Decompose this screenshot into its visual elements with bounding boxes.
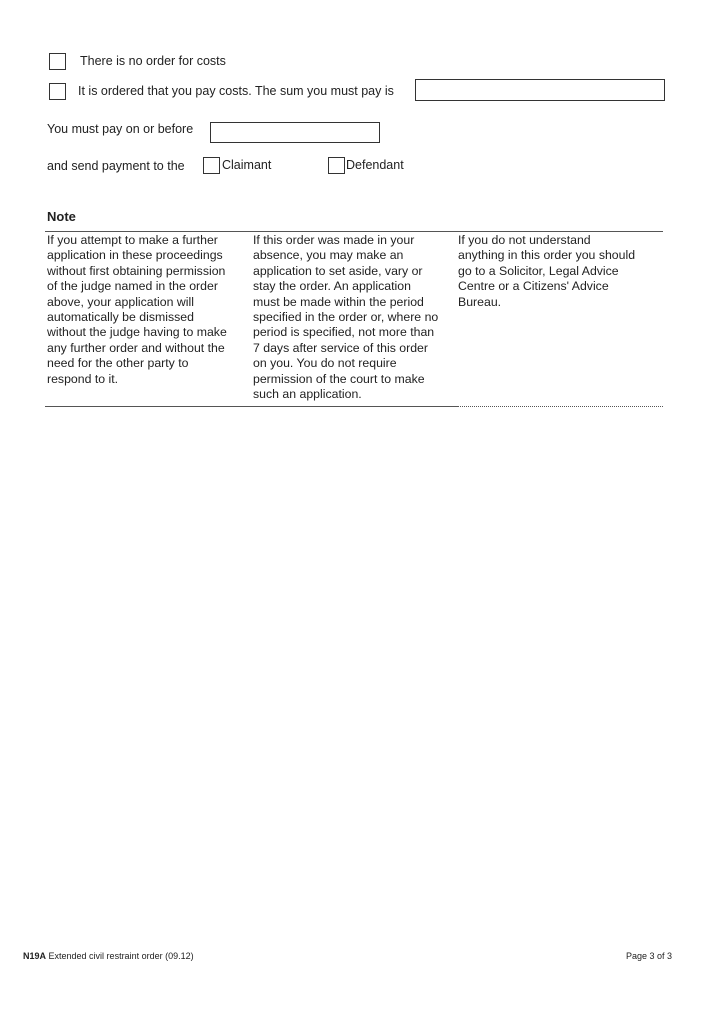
note-line: of the judge named in the order [47, 279, 218, 294]
defendant-checkbox[interactable] [328, 157, 345, 174]
note-line: respond to it. [47, 371, 119, 386]
claimant-checkbox[interactable] [203, 157, 220, 174]
note-line: If this order was made in your [253, 233, 415, 247]
note-line: application in these proceedings [47, 248, 223, 263]
pay-costs-label: It is ordered that you pay costs. The sum you must pay is [78, 84, 394, 98]
note-line: 7 days after service of this order [253, 340, 428, 355]
note-line: need for the other party to [47, 356, 189, 371]
send-payment-label: and send payment to the [47, 159, 185, 173]
note-line: If you attempt to make a further [47, 233, 218, 247]
note-line: must be made within the period [253, 294, 424, 309]
note-top-rule [45, 231, 663, 232]
note-line: application to set aside, vary or [253, 263, 423, 278]
note-bottom-rule [45, 406, 457, 407]
note-line: anything in this order you should [458, 248, 636, 263]
footer-form-code: N19A [23, 951, 47, 961]
note-line: any further order and without the [47, 340, 225, 355]
note-column-advice [458, 233, 635, 310]
note-heading: Note [47, 209, 76, 224]
note-line: If you do not understand [458, 233, 591, 247]
note-line: on you. You do not require [253, 356, 397, 371]
note-line: Bureau. [458, 294, 502, 309]
pay-before-date-field[interactable] [210, 122, 380, 143]
pay-before-label: You must pay on or before [47, 122, 194, 136]
note-column-further-application [47, 233, 227, 387]
claimant-label: Claimant [222, 158, 272, 172]
note-line: period is specified, not more than [253, 325, 435, 340]
note-line: permission of the court to make [253, 371, 425, 386]
note-line: specified in the order or, where no [253, 310, 439, 325]
no-order-costs-label: There is no order for costs [80, 54, 226, 68]
note-line: without first obtaining permission [47, 263, 226, 278]
note-line: stay the order. An application [253, 279, 411, 294]
pay-costs-checkbox[interactable] [49, 83, 66, 100]
footer-form-name: Extended civil restraint order (09.12) [48, 951, 194, 961]
note-line: go to a Solicitor, Legal Advice [458, 263, 619, 278]
footer-page-number: Page 3 of 3 [626, 951, 673, 961]
note-line: Centre or a Citizens' Advice [458, 279, 609, 294]
costs-sum-field[interactable] [415, 79, 665, 101]
note-line: above, your application will [47, 294, 194, 309]
note-line: without the judge having to make [47, 325, 227, 340]
footer-form-id [23, 951, 194, 961]
note-line: absence, you may make an [253, 248, 404, 263]
note-line: automatically be dismissed [47, 310, 194, 325]
note-line: such an application. [253, 387, 362, 402]
note-column-set-aside [253, 233, 438, 402]
defendant-label: Defendant [346, 158, 404, 172]
no-order-costs-checkbox[interactable] [49, 53, 66, 70]
note-bottom-dotted-rule [457, 406, 663, 407]
